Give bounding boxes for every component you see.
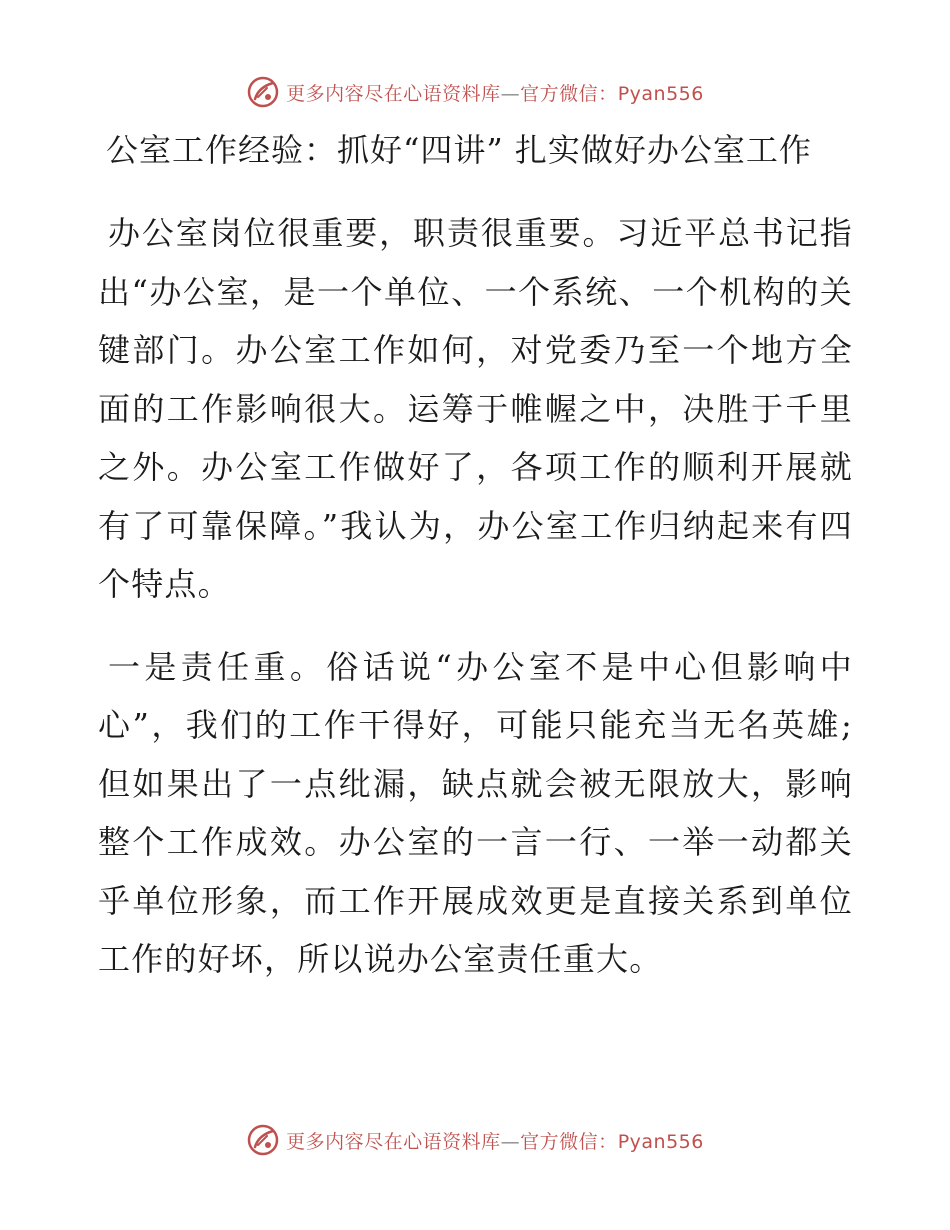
paragraph-intro: 办公室岗位很重要，职责很重要。习近平总书记指出“办公室，是一个单位、一个系统、一个机构的关键部门。办公室工作如何，对党委乃至一个地方全面的工作影响很大。运筹于帷幄之中，决胜于千里之外。办公室工作做好了，各项工作的顺利开展就有了可靠保障。”我认为，办公室工作归纳起来有四个特点。	[98, 214, 853, 603]
watermark-contact-prefix: 官方微信：	[520, 1130, 618, 1153]
brand-logo-icon	[246, 75, 280, 109]
watermark-contact-handle: Pyan556	[617, 1130, 704, 1153]
paragraph-point-one: 一是责任重。俗话说“办公室不是中心但影响中心”，我们的工作干得好，可能只能充当无名英雄;但如果出了一点纰漏，缺点就会被无限放大，影响整个工作成效。办公室的一言一行、一举一动都关乎单位形象，而工作开展成效更是直接关系到单位工作的好坏，所以说办公室责任重大。	[98, 647, 853, 978]
document-body	[98, 120, 853, 989]
watermark-text	[286, 79, 704, 106]
watermark-text	[286, 1127, 704, 1154]
header-watermark	[0, 72, 950, 112]
watermark-contact-prefix: 官方微信：	[520, 82, 618, 105]
document-title: 公室工作经验：抓好“四讲” 扎实做好办公室工作	[106, 131, 812, 169]
footer-watermark	[0, 1120, 950, 1160]
watermark-separator: —	[500, 1130, 521, 1153]
brand-logo-icon	[246, 1123, 280, 1157]
watermark-brand: 更多内容尽在心语资料库	[286, 82, 501, 105]
watermark-brand: 更多内容尽在心语资料库	[286, 1130, 501, 1153]
watermark-separator: —	[500, 82, 521, 105]
watermark-contact-handle: Pyan556	[617, 82, 704, 105]
